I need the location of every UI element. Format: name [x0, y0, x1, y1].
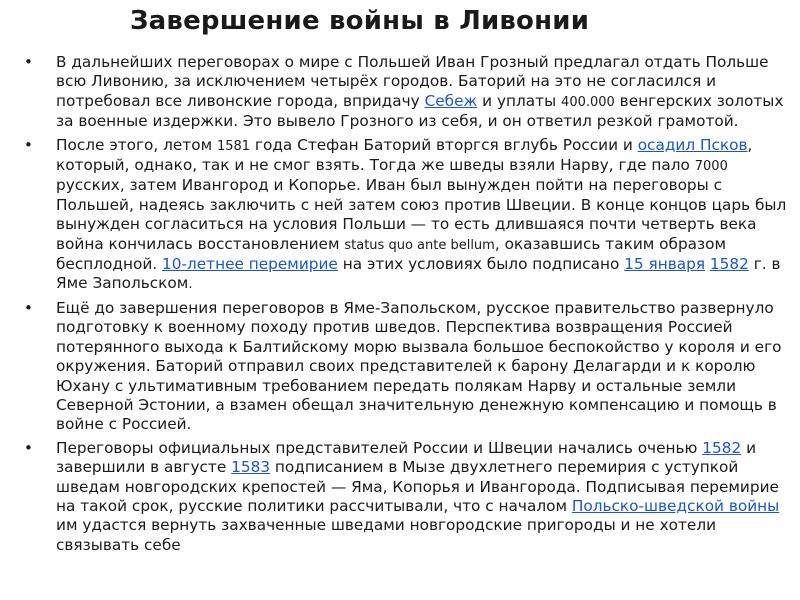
paragraph-text: и уплаты [477, 91, 562, 110]
paragraph-text: Ещё до завершения переговоров в Яме-Запольском, русское правительство развернуло подготовку к военному походу против шведов. Перспектива возвращения Россией потерянного выхода к Балтийскому морю вызвала большое беспокойство у короля и его окружения. Баторий отправил своих представителей к барону Делагарди и к королю Юхану с ультимативным требованием передать полякам Нарву и остальные земли Северной Эстонии, а взамен обещал значительную денежную компенсацию и помощь в войне с Россией. [56, 298, 782, 434]
paragraph-text: В дальнейших переговорах о мире с Польшей Иван Грозный предлагал отдать Польше всю Ливонию, за исключением четырёх городов. Баторий на это не согласился и потребовал все ливонские города, впридачу [56, 53, 769, 110]
link-10-year-truce[interactable]: 10-летнее перемирие [162, 255, 338, 274]
link-year-1583[interactable]: 1583 [231, 458, 271, 477]
link-15-january[interactable]: 15 января [624, 255, 706, 274]
number-400000: 400.000 [561, 94, 615, 110]
paragraph-text: венгерских золотых за военные издержки. Это вывело Грозного из себя, и он ответил резкой грамотой. [56, 91, 784, 131]
paragraph-text: , который, однако, так и не смог взять. Тогда же шведы взяли Нарву, где пало [56, 135, 753, 175]
bullet-paragraph-4 [22, 439, 792, 555]
bullet-list [22, 53, 792, 559]
bullet-icon: • [24, 53, 33, 71]
link-siege-pskov[interactable]: осадил Псков [637, 135, 748, 154]
bullet-icon: • [24, 438, 33, 457]
paragraph-text: и завершили в августе [56, 438, 757, 477]
paragraph-text: года Стефан Баторий вторгся вглубь России и [250, 135, 638, 154]
bullet-icon: • [24, 135, 33, 154]
link-sebezh[interactable]: Себеж [424, 91, 478, 110]
paragraph-text: на этих условиях было подписано [337, 255, 625, 274]
number-7000: 7000 [694, 159, 728, 175]
paragraph-text: им удастся вернуть захваченные шведами новгородские пригороды и не хотели связывать себе [56, 516, 717, 554]
number-1581: 1581 [216, 138, 251, 154]
paragraph-text: г. в Яме Запольском [56, 255, 781, 293]
status-quo-phrase: status quo ante bellum [344, 237, 495, 253]
link-year-1582[interactable]: 1582 [709, 255, 749, 274]
slide-title: Завершение войны в Ливонии [130, 6, 590, 36]
link-year-1582[interactable]: 1582 [702, 438, 742, 457]
paragraph-text: , оказавшись таким образом бесплодной. [56, 234, 727, 274]
link-polish-swedish-war[interactable]: Польско-шведской войны [571, 496, 780, 515]
bullet-icon: • [24, 298, 33, 317]
paragraph-text: После этого, летом [56, 135, 217, 154]
bullet-paragraph-3 [22, 299, 792, 435]
paragraph-text: Переговоры официальных представителей России и Швеции начались оченью [56, 438, 703, 457]
bullet-paragraph-1 [22, 53, 792, 132]
trailing-period: . [188, 277, 193, 293]
bullet-paragraph-2 [22, 136, 792, 295]
paragraph-text: русских, затем Ивангород и Копорье. Иван был вынужден пойти на переговоры с Польшей, надеясь заключить с ней затем союз против Швеции. В конце концов царь был вынужден согласиться на условия Польши — то есть длившаяся почти четверть века война кончилась восстановлением [56, 176, 787, 253]
paragraph-text: подписанием в Мызе двухлетнего перемирия с уступкой шведам новгородских крепостей — Яма, Копорья и Ивангорода. Подписывая перемирие на такой срок, русские политики рассчитывали, что с началом [56, 458, 779, 515]
